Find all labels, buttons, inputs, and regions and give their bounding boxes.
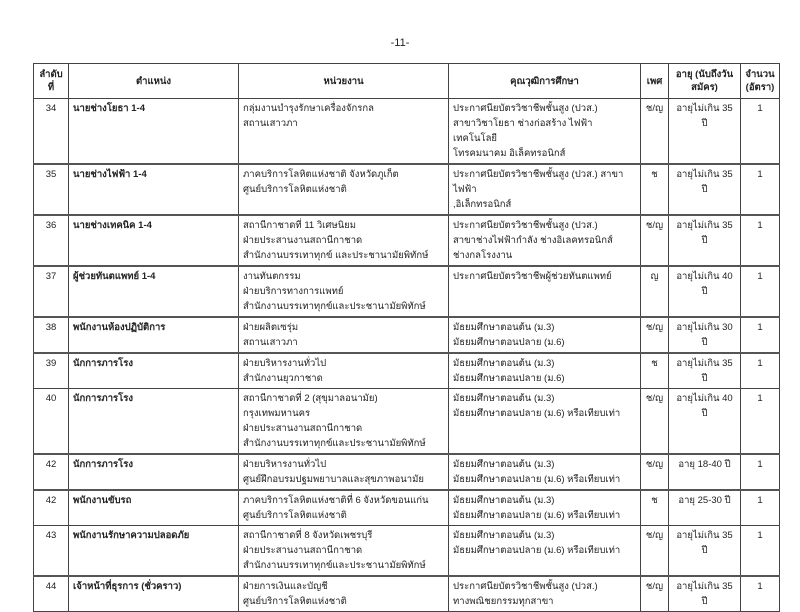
sex-cell: ช [641,164,669,215]
qualification-cell-line: ประกาศนียบัตรวิชาชีพชั้นสูง (ปวส.) [453,220,598,231]
row-number: 42 [34,454,69,490]
header-position: ตำแหน่ง [69,64,239,99]
sex-cell: ช/ญ [641,389,669,455]
unit-cell-line: ฝ่ายการเงินและบัญชี [243,581,328,592]
age-cell: อายุไม่เกิน 40 ปี [669,389,741,455]
age-cell: อายุ 25-30 ปี [669,490,741,526]
unit-cell-line: ฝ่ายประสานงานสถานีกาชาด [243,423,363,434]
unit-cell-line: งานทันตกรรม [243,271,301,282]
table-row [34,164,780,215]
qualification-cell-line: มัธยมศึกษาตอนต้น (ม.3) [453,358,555,369]
age-cell: อายุ 18-40 ปี [669,454,741,490]
qualification-cell [449,317,641,353]
row-number: 39 [34,353,69,389]
unit-cell [239,576,449,612]
qualification-cell [449,389,641,455]
unit-cell-line: สำนักงานบรรเทาทุกข์และประชานามัยพิทักษ์ [243,560,426,571]
count-cell: 1 [741,454,780,490]
age-cell: อายุไม่เกิน 35 ปี [669,215,741,266]
qualification-cell-line: มัธยมศึกษาตอนปลาย (ม.6) หรือเทียบเท่า [453,545,621,556]
count-cell: 1 [741,526,780,577]
qualification-cell-line: มัธยมศึกษาตอนปลาย (ม.6) หรือเทียบเท่า [453,510,621,521]
unit-cell-line: ภาคบริการโลหิตแห่งชาติที่ 6 จังหวัดขอนแก่น [243,495,429,506]
unit-cell-line: ฝ่ายประสานงานสถานีกาชาด [243,545,363,556]
position-name: พนักงานรักษาความปลอดภัย [69,526,239,577]
unit-cell [239,454,449,490]
unit-cell-line: ศูนย์ฝึกอบรมปฐมพยาบาลและสุขภาพอนามัย [243,474,424,485]
unit-cell-line: สถานีกาชาดที่ 11 วิเศษนิยม [243,220,357,231]
position-name: นายช่างไฟฟ้า 1-4 [69,164,239,215]
table-header-row [34,64,780,99]
count-cell: 1 [741,266,780,317]
count-cell: 1 [741,490,780,526]
sex-cell: ช/ญ [641,526,669,577]
qualification-cell-line: ช่างกลโรงงาน [453,250,513,261]
position-name: เจ้าหน้าที่ธุรการ (ชั่วคราว) [69,576,239,612]
header-sex: เพศ [641,64,669,99]
row-number: 34 [34,99,69,165]
sex-cell: ช/ญ [641,576,669,612]
qualification-cell-line: มัธยมศึกษาตอนปลาย (ม.6) หรือเทียบเท่า [453,408,621,419]
qualification-cell-line: มัธยมศึกษาตอนต้น (ม.3) [453,322,555,333]
row-number: 38 [34,317,69,353]
table-row [34,317,780,353]
count-cell: 1 [741,576,780,612]
qualification-cell [449,353,641,389]
count-cell: 1 [741,99,780,165]
page-number: -11- [390,37,410,49]
position-name: นักการภารโรง [69,389,239,455]
unit-cell [239,317,449,353]
header-age: อายุ (นับถึงวันสมัคร) [669,64,741,99]
unit-cell [239,164,449,215]
unit-cell [239,526,449,577]
sex-cell: ช/ญ [641,317,669,353]
unit-cell-line: สำนักงานบรรเทาทุกข์และประชานามัยพิทักษ์ [243,301,426,312]
unit-cell-line: ฝ่ายบริหารงานทั่วไป [243,358,327,369]
table-row [34,576,780,612]
position-name: พนักงานขับรถ [69,490,239,526]
table-row [34,389,780,455]
sex-cell: ช [641,490,669,526]
unit-cell-line: ศูนย์บริการโลหิตแห่งชาติ [243,510,347,521]
position-name: นายช่างโยธา 1-4 [69,99,239,165]
qualification-cell-line: มัธยมศึกษาตอนต้น (ม.3) [453,459,555,470]
unit-cell-line: ฝ่ายบริหารงานทั่วไป [243,459,327,470]
unit-cell-line: กลุ่มงานบำรุงรักษาเครื่องจักรกล [243,103,374,114]
header-no: ลำดับที่ [34,64,69,99]
unit-cell [239,490,449,526]
count-cell: 1 [741,353,780,389]
sex-cell: ช [641,353,669,389]
unit-cell-line: สำนักงานบรรเทาทุกข์ และประชานามัยพิทักษ์ [243,250,429,261]
unit-cell-line: ภาคบริการโลหิตแห่งชาติ จังหวัดภูเก็ต [243,169,399,180]
header-unit: หน่วยงาน [239,64,449,99]
qualification-cell-line: มัธยมศึกษาตอนต้น (ม.3) [453,530,555,541]
table-row [34,454,780,490]
unit-cell-line: ศูนย์บริการโลหิตแห่งชาติ [243,596,347,607]
qualification-cell-line: มัธยมศึกษาตอนปลาย (ม.6) หรือเทียบเท่า [453,474,621,485]
qualification-cell [449,454,641,490]
sex-cell: ช/ญ [641,454,669,490]
table-row [34,99,780,165]
age-cell: อายุไม่เกิน 35 ปี [669,526,741,577]
unit-cell-line: ฝ่ายบริการทางการแพทย์ [243,286,344,297]
table-row [34,215,780,266]
unit-cell-line: สถานีกาชาดที่ 2 (สุขุมาลอนามัย) กรุงเทพมหานคร [243,393,378,419]
qualification-cell-line: ประกาศนียบัตรวิชาชีพชั้นสูง (ปวส.) สาขาไฟฟ้า [453,169,624,195]
row-number: 35 [34,164,69,215]
count-cell: 1 [741,389,780,455]
qualification-cell-line: มัธยมศึกษาตอนปลาย (ม.6) [453,337,565,348]
position-name: พนักงานห้องปฏิบัติการ [69,317,239,353]
count-cell: 1 [741,317,780,353]
qualification-cell [449,526,641,577]
count-cell: 1 [741,164,780,215]
qualification-cell-line: สาขาช่างไฟฟ้ากำลัง ช่างอิเลคทรอนิกส์ [453,235,613,246]
row-number: 44 [34,576,69,612]
qualification-cell-line: ,อิเล็กทรอนิกส์ [453,199,512,210]
unit-cell-line: ฝ่ายประสานงานสถานีกาชาด [243,235,363,246]
qualification-cell [449,99,641,165]
qualification-cell-line: มัธยมศึกษาตอนต้น (ม.3) [453,393,555,404]
positions-table [33,63,780,612]
sex-cell: ญ [641,266,669,317]
position-name: นายช่างเทคนิค 1-4 [69,215,239,266]
unit-cell-line: ฝ่ายผลิตเซรุ่ม [243,322,299,333]
age-cell: อายุไม่เกิน 35 ปี [669,576,741,612]
row-number: 36 [34,215,69,266]
row-number: 42 [34,490,69,526]
qualification-cell [449,576,641,612]
unit-cell-line: สถานเสาวภา [243,337,298,348]
age-cell: อายุไม่เกิน 35 ปี [669,353,741,389]
qualification-cell-line: มัธยมศึกษาตอนปลาย (ม.6) [453,373,565,384]
row-number: 43 [34,526,69,577]
unit-cell-line: ศูนย์บริการโลหิตแห่งชาติ [243,184,347,195]
qualification-cell-line: ประกาศนียบัตรวิชาชีพชั้นสูง (ปวส.) [453,581,598,592]
row-number: 40 [34,389,69,455]
count-cell: 1 [741,215,780,266]
qualification-cell [449,490,641,526]
qualification-cell [449,164,641,215]
unit-cell [239,266,449,317]
qualification-cell-line: โทรคมนาคม อิเล็คทรอนิกส์ [453,148,566,159]
age-cell: อายุไม่เกิน 35 ปี [669,99,741,165]
unit-cell-line: สำนักงานบรรเทาทุกข์และประชานามัยพิทักษ์ [243,438,426,449]
qualification-cell [449,215,641,266]
qualification-cell-line: มัธยมศึกษาตอนต้น (ม.3) [453,495,555,506]
sex-cell: ช/ญ [641,215,669,266]
unit-cell-line: สำนักงานยุวกาชาด [243,373,323,384]
age-cell: อายุไม่เกิน 30 ปี [669,317,741,353]
qualification-cell [449,266,641,317]
position-name: นักการภารโรง [69,454,239,490]
header-count: จำนวน (อัตรา) [741,64,780,99]
qualification-cell-line: สาขาวิชาโยธา ช่างก่อสร้าง ไฟฟ้า เทคโนโลยี [453,118,593,144]
table-row [34,526,780,577]
age-cell: อายุไม่เกิน 40 ปี [669,266,741,317]
sex-cell: ช/ญ [641,99,669,165]
table-row [34,266,780,317]
unit-cell [239,99,449,165]
unit-cell-line: สถานีกาชาดที่ 8 จังหวัดเพชรบุรี [243,530,373,541]
header-qualification: คุณวุฒิการศึกษา [449,64,641,99]
qualification-cell-line: ประกาศนียบัตรวิชาชีพผู้ช่วยทันตแพทย์ [453,271,612,282]
table-row [34,353,780,389]
unit-cell [239,353,449,389]
age-cell: อายุไม่เกิน 35 ปี [669,164,741,215]
qualification-cell-line: ประกาศนียบัตรวิชาชีพชั้นสูง (ปวส.) [453,103,598,114]
row-number: 37 [34,266,69,317]
unit-cell [239,389,449,455]
position-name: นักการภารโรง [69,353,239,389]
unit-cell-line: สถานเสาวภา [243,118,298,129]
table-row [34,490,780,526]
position-name: ผู้ช่วยทันตแพทย์ 1-4 [69,266,239,317]
unit-cell [239,215,449,266]
qualification-cell-line: ทางพณิชยกรรมทุกสาขา [453,596,554,607]
